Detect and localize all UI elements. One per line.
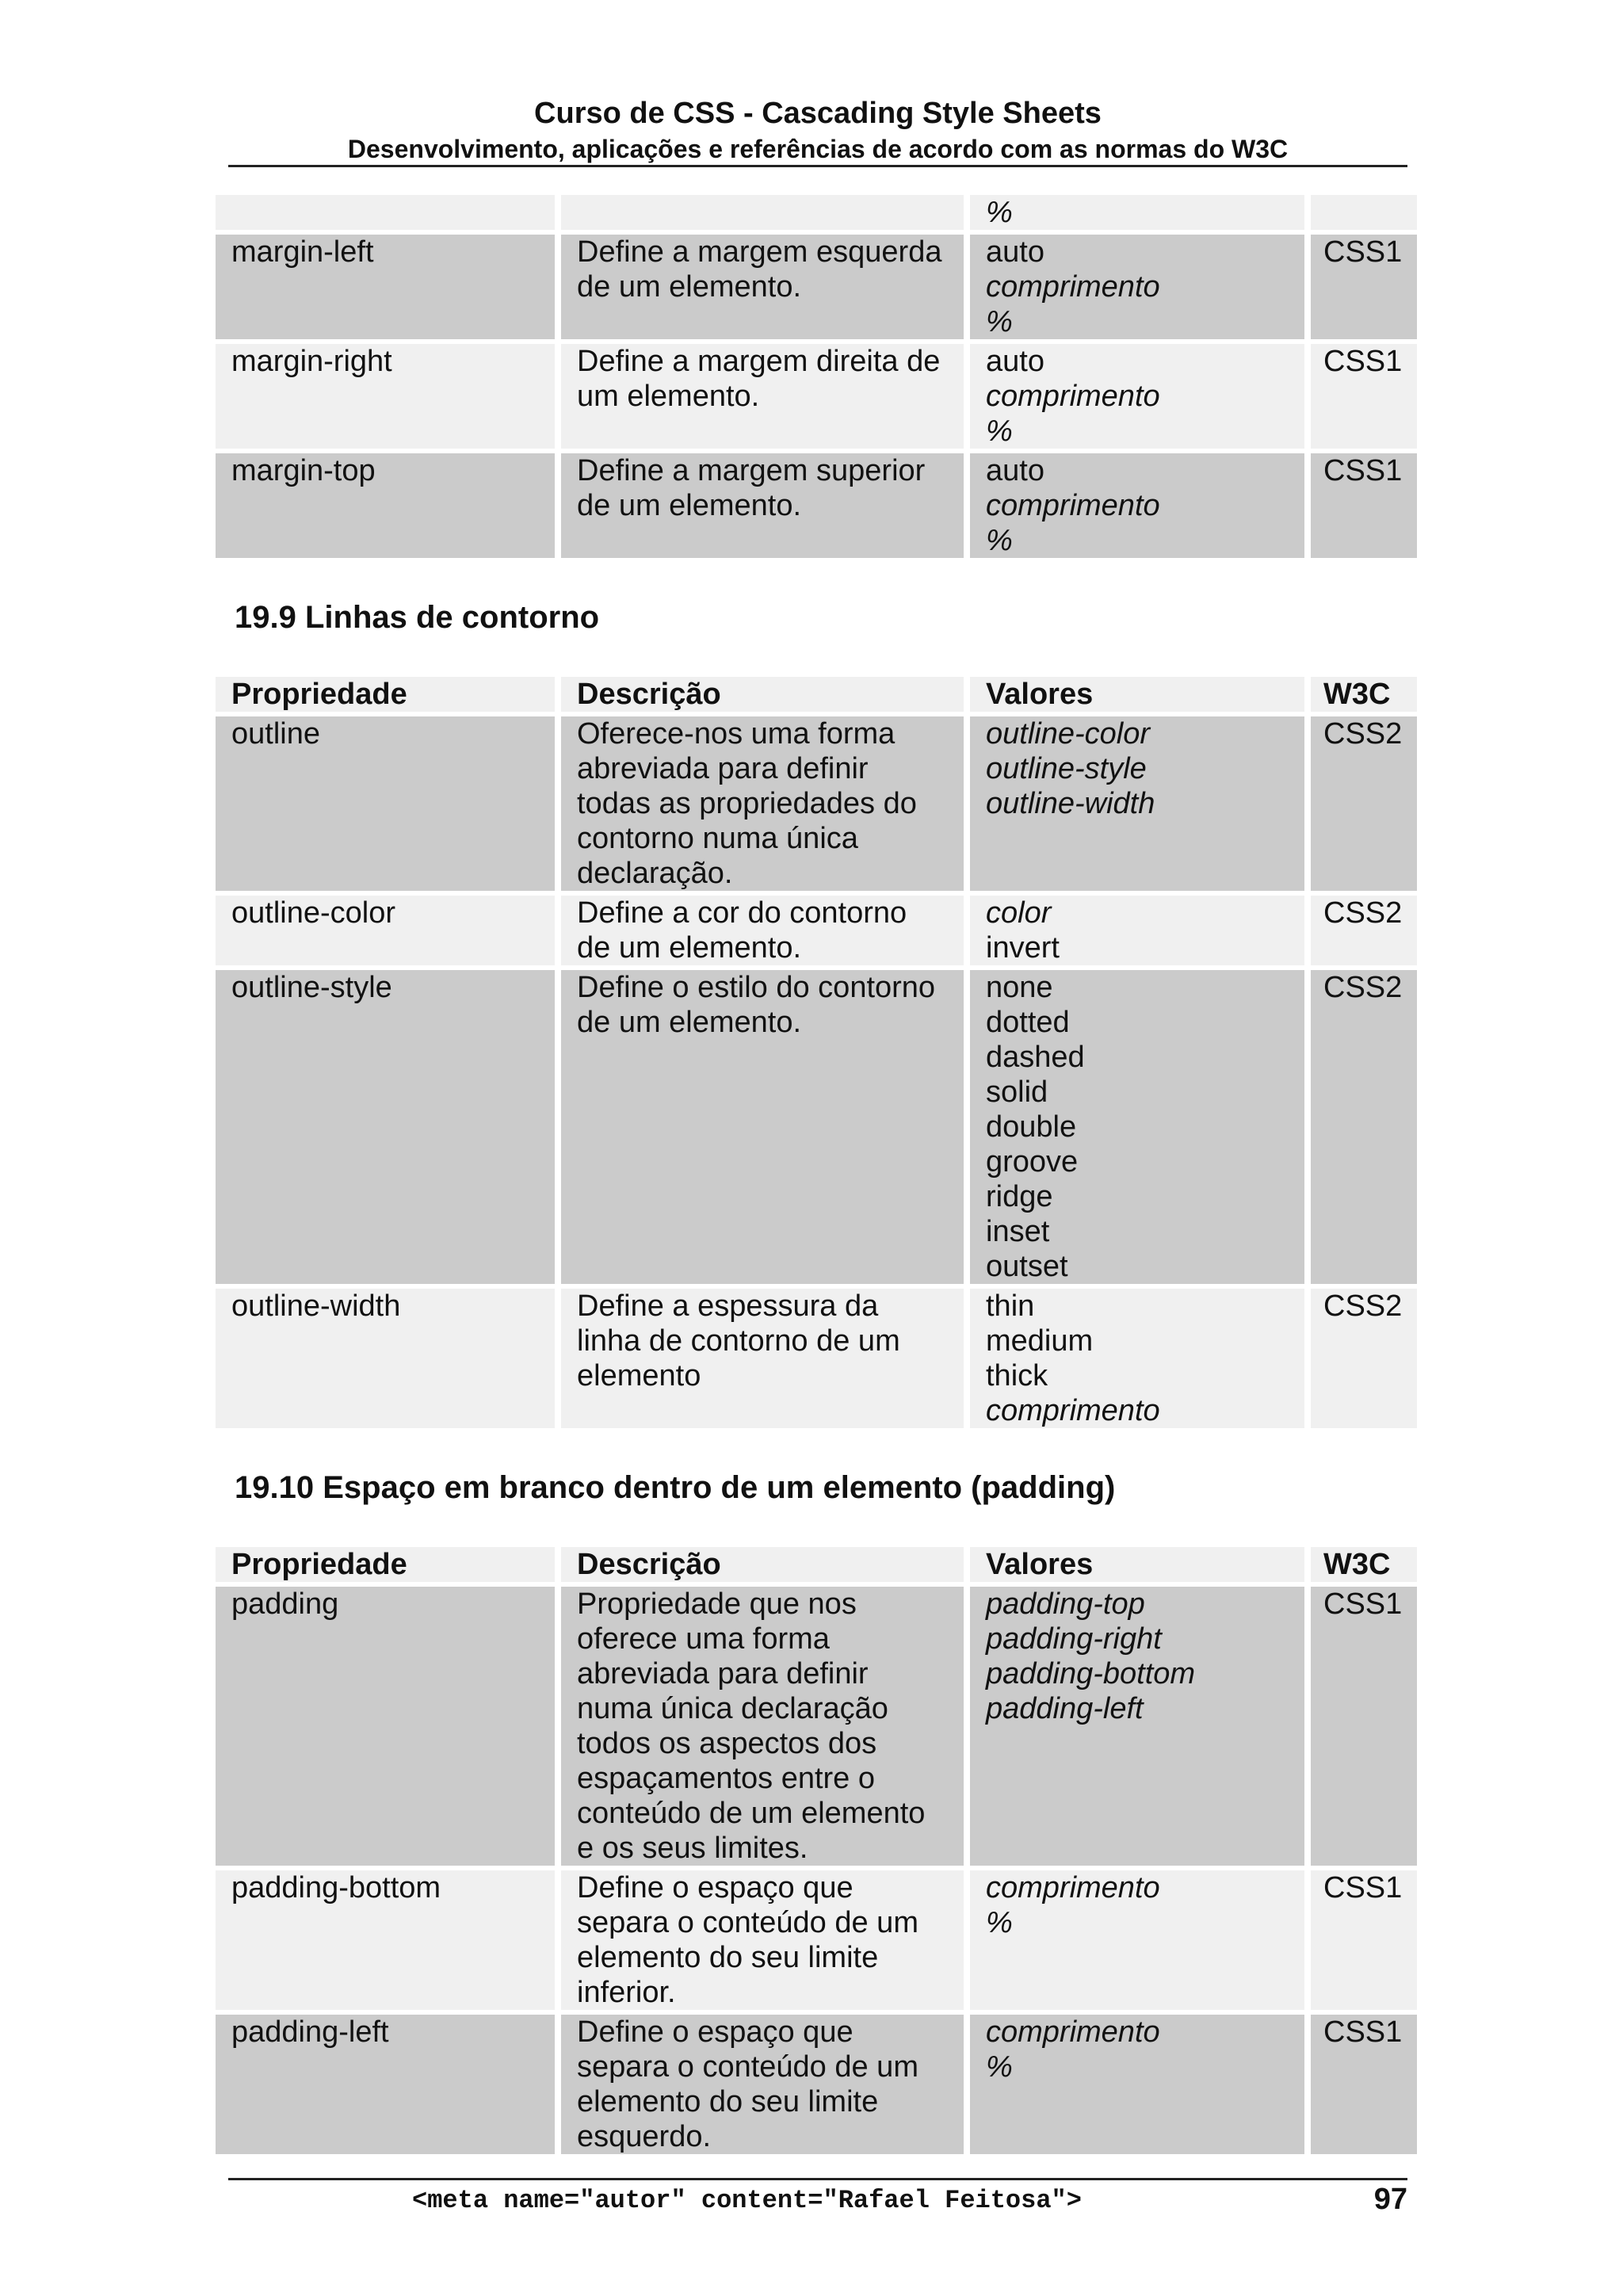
column-header-values: Valores [970,677,1304,712]
value-item: medium [986,1324,1094,1358]
value-item: outline-width [986,787,1155,820]
value-item: solid [986,1075,1048,1109]
w3c-cell: CSS2 [1311,716,1417,891]
value-item: comprimento [986,1871,1160,1904]
description-cell: Define a margem direita de um elemento. [561,344,964,449]
value-item: none [986,971,1053,1004]
value-item: comprimento [986,489,1160,522]
table-row [216,1870,1417,2010]
values-cell [970,453,1304,558]
property-cell: padding-left [216,2015,555,2154]
column-header-w3c: W3C [1311,677,1417,712]
description-cell: Define a margem superior de um elemento. [561,453,964,558]
values-cell [970,195,1304,230]
column-header-description: Descrição [561,677,964,712]
value-item: padding-top [986,1587,1145,1621]
w3c-cell: CSS1 [1311,235,1417,339]
section-heading-outline: 19.9 Linhas de contorno [235,600,600,635]
w3c-cell: CSS1 [1311,344,1417,449]
table-row [216,970,1417,1284]
property-cell: padding-bottom [216,1870,555,2010]
table-row [216,2015,1417,2154]
value-item: padding-bottom [986,1657,1196,1690]
value-item: % [986,2050,1013,2084]
table-outline-properties [209,672,1423,1433]
description-cell: Define o espaço que separa o conteúdo de um elemento do seu limite inferior. [561,1870,964,2010]
description-cell: Define a espessura da linha de contorno de um elemento [561,1289,964,1428]
table-row [216,344,1417,449]
value-item: comprimento [986,2015,1160,2049]
section-heading-padding: 19.10 Espaço em branco dentro de um elemento (padding) [235,1470,1116,1505]
property-cell: outline-width [216,1289,555,1428]
column-header-description: Descrição [561,1547,964,1582]
footer-rule [228,2178,1407,2180]
value-item: padding-right [986,1622,1162,1656]
table-row [216,453,1417,558]
value-item: auto [986,345,1044,378]
value-item: double [986,1110,1077,1144]
values-cell [970,235,1304,339]
values-cell [970,1289,1304,1428]
property-cell: padding [216,1587,555,1866]
w3c-cell [1311,195,1417,230]
w3c-cell: CSS2 [1311,896,1417,965]
value-item: dotted [986,1006,1070,1039]
property-cell: margin-top [216,453,555,558]
page-header [228,94,1407,165]
description-cell: Define o espaço que separa o conteúdo de um elemento do seu limite esquerdo. [561,2015,964,2154]
property-cell: outline-style [216,970,555,1284]
value-item: % [986,196,1013,229]
property-cell: outline-color [216,896,555,965]
value-item: invert [986,931,1060,965]
description-cell: Define a cor do contorno de um elemento. [561,896,964,965]
description-cell: Oferece-nos uma forma abreviada para definir todas as propriedades do contorno numa única declaração. [561,716,964,891]
value-item: % [986,415,1013,448]
values-cell [970,896,1304,965]
value-item: thick [986,1359,1048,1392]
property-cell: margin-left [216,235,555,339]
value-item: comprimento [986,270,1160,304]
table-header-row [216,1547,1417,1582]
column-header-property: Propriedade [216,1547,555,1582]
header-rule [228,165,1407,167]
values-cell [970,344,1304,449]
value-item: comprimento [986,380,1160,413]
value-item: auto [986,235,1044,269]
description-cell: Propriedade que nos oferece uma forma abreviada para definir numa única declaração todos os aspectos dos espaçamentos entre o conteúdo de um elemento e os seus limites. [561,1587,964,1866]
value-item: dashed [986,1041,1085,1074]
description-cell [561,195,964,230]
page-number: 97 [1373,2183,1407,2216]
value-item: auto [986,454,1044,487]
value-item: color [986,896,1052,930]
property-cell: outline [216,716,555,891]
table-row [216,195,1417,230]
values-cell [970,970,1304,1284]
w3c-cell: CSS2 [1311,970,1417,1284]
value-item: inset [986,1215,1050,1248]
value-item: % [986,1906,1013,1939]
description-cell: Define a margem esquerda de um elemento. [561,235,964,339]
table-row [216,896,1417,965]
w3c-cell: CSS1 [1311,1587,1417,1866]
table-margin-continuation [209,190,1423,563]
table-padding-properties [209,1542,1423,2159]
document-subtitle: Desenvolvimento, aplicações e referências de acordo com as normas do W3C [347,135,1289,163]
value-item: ridge [986,1180,1053,1213]
w3c-cell: CSS1 [1311,453,1417,558]
values-cell [970,716,1304,891]
column-header-values: Valores [970,1547,1304,1582]
value-item: outset [986,1250,1068,1283]
value-item: outline-color [986,717,1150,751]
values-cell [970,2015,1304,2154]
w3c-cell: CSS2 [1311,1289,1417,1428]
table-header-row [216,677,1417,712]
table-row [216,716,1417,891]
property-cell: margin-right [216,344,555,449]
values-cell [970,1587,1304,1866]
value-item: padding-left [986,1692,1144,1725]
value-item: % [986,524,1013,557]
footer-meta-code: <meta name="autor" content="Rafael Feitosa"> [412,2186,1082,2215]
value-item: groove [986,1145,1079,1179]
description-cell: Define o estilo do contorno de um elemento. [561,970,964,1284]
column-header-w3c: W3C [1311,1547,1417,1582]
table-row [216,1289,1417,1428]
table-row [216,1587,1417,1866]
value-item: comprimento [986,1394,1160,1427]
w3c-cell: CSS1 [1311,1870,1417,2010]
values-cell [970,1870,1304,2010]
value-item: % [986,305,1013,338]
column-header-property: Propriedade [216,677,555,712]
document-title: Curso de CSS - Cascading Style Sheets [534,97,1102,130]
value-item: outline-style [986,752,1147,785]
property-cell [216,195,555,230]
w3c-cell: CSS1 [1311,2015,1417,2154]
table-row [216,235,1417,339]
value-item: thin [986,1289,1035,1323]
